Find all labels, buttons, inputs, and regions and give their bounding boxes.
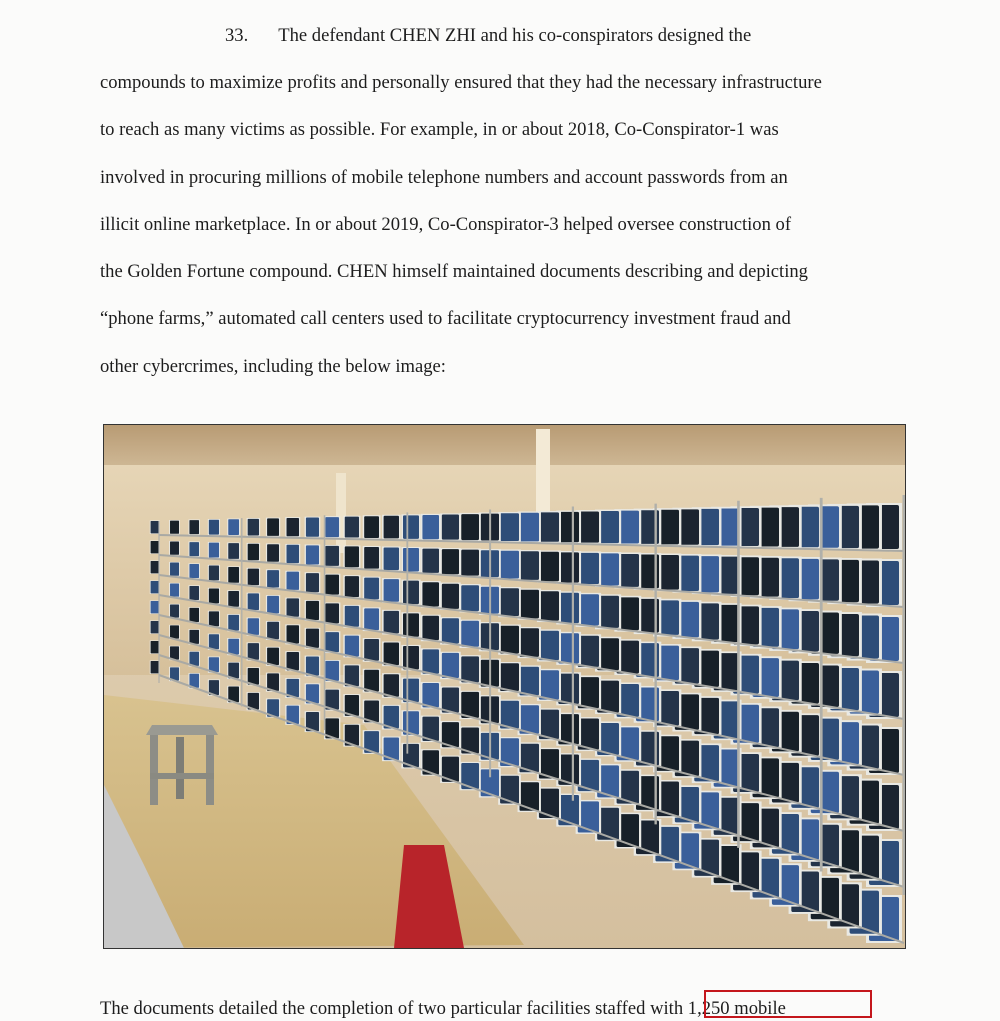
paragraph-line-6: the Golden Fortune compound. CHEN himself maintained documents describing and depicting — [100, 261, 808, 282]
paragraph-continuation: The documents detailed the completion of two particular facilities staffed with 1,250 mobile — [100, 998, 786, 1019]
paragraph-line-1: 33. The defendant CHEN ZHI and his co-conspirators designed the — [225, 25, 752, 46]
phone-farm-photo — [103, 424, 906, 949]
paragraph-line-5: illicit online marketplace. In or about 2019, Co-Conspirator-3 helped oversee construction of — [100, 214, 792, 235]
paragraph-line-3: to reach as many victims as possible. For example, in or about 2018, Co-Conspirator-1 was — [100, 119, 779, 140]
paragraph-line-4: involved in procuring millions of mobile telephone numbers and account passwords from an — [100, 167, 788, 188]
paragraph-line-7: “phone farms,” automated call centers used to facilitate cryptocurrency investment fraud and — [100, 308, 791, 329]
highlighted-phrase: with 1,250 mobile — [650, 998, 786, 1019]
paragraph-line-8: other cybercrimes, including the below image: — [100, 356, 446, 377]
paragraph-number: 33. — [225, 25, 249, 46]
phone-farm-illustration — [104, 425, 905, 948]
paragraph-line-2: compounds to maximize profits and personally ensured that they had the necessary infrastructure — [100, 72, 822, 93]
red-highlight-box — [704, 990, 872, 1018]
